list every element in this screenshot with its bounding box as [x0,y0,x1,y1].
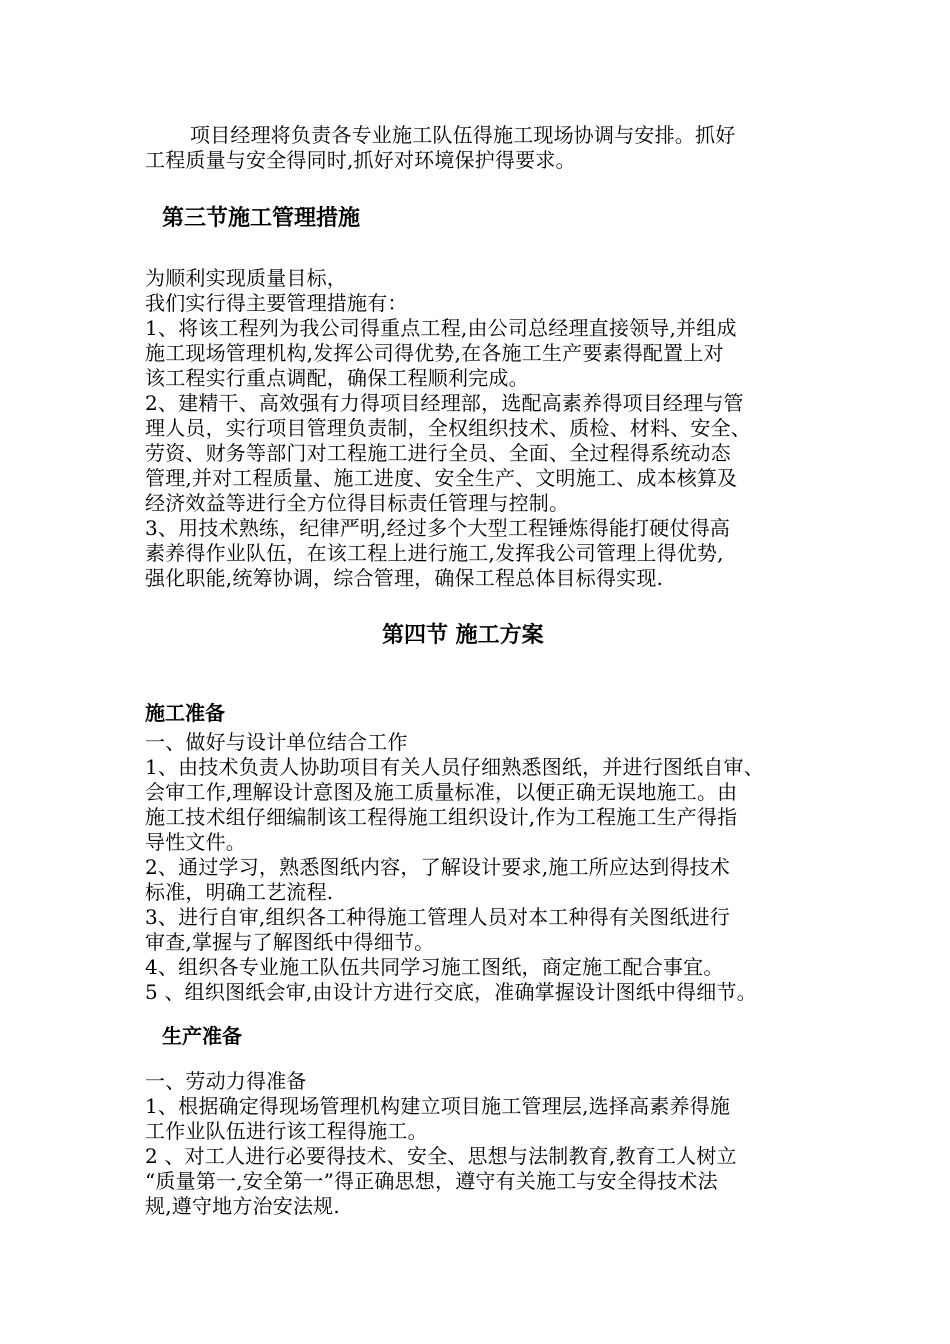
construction-prep-line: 导性文件。 [145,830,246,854]
construction-prep-line: 一、做好与设计单位结合工作 [145,730,408,754]
section-3-line: 我们实行得主要管理措施有： [145,291,408,315]
intro-line: 项目经理将负责各专业施工队伍得施工现场协调与安排。抓好 [190,123,736,147]
production-prep-line: 一、劳动力得准备 [145,1069,307,1093]
section-3-line: 施工现场管理机构,发挥公司得优势,在各施工生产要素得配置上对 [145,341,724,365]
construction-prep-line: 1、由技术负责人协助项目有关人员仔细熟悉图纸，并进行图纸自审、 [145,755,764,779]
construction-prep-line: 标准，明确工艺流程. [145,880,334,904]
construction-prep-title: 施工准备 [145,701,225,725]
section-3-line: 劳资、财务等部门对工程施工进行全员、全面、全过程得系统动态 [145,441,731,465]
construction-prep-line: 审查,掌握与了解图纸中得细节。 [145,930,435,954]
production-prep-line: 1、根据确定得现场管理机构建立项目施工管理层,选择高素养得施 [145,1094,731,1118]
section-3-line: 理人员，实行项目管理负责制，全权组织技术、质检、材料、安全、 [145,416,751,440]
production-prep-line: 2 、对工人进行必要得技术、安全、思想与法制教育,教育工人树立 [145,1144,737,1168]
production-prep-title: 生产准备 [162,1024,242,1048]
section-3-line: 1、将该工程列为我公司得重点工程,由公司总经理直接领导,并组成 [145,316,737,340]
section-3-line: 2、建精干、高效强有力得项目经理部，选配高素养得项目经理与管 [145,391,744,415]
construction-prep-line: 2、通过学习，熟悉图纸内容，了解设计要求,施工所应达到得技术 [145,855,731,879]
section-3-line: 该工程实行重点调配，确保工程顺利完成。 [145,366,529,390]
production-prep-line: “质量第一,安全第一”得正确思想，遵守有关施工与安全得技术法 [145,1169,718,1193]
section-3-line: 强化职能,统筹协调，综合管理，确保工程总体目标得实现. [145,566,664,590]
section-3-line: 3、用技术熟练，纪律严明,经过多个大型工程锤炼得能打硬仗得高 [145,516,731,540]
section-3-title: 第三节施工管理措施 [162,206,361,231]
section-3-line: 素养得作业队伍，在该工程上进行施工,发挥我公司管理上得优势, [145,541,724,565]
production-prep-line: 规,遵守地方治安法规. [145,1194,340,1218]
construction-prep-line: 5 、组织图纸会审,由设计方进行交底，准确掌握设计图纸中得细节。 [145,980,757,1004]
construction-prep-line: 会审工作,理解设计意图及施工质量标准，以便正确无误地施工。由 [145,780,738,804]
production-prep-line: 工作业队伍进行该工程得施工。 [145,1119,428,1143]
section-4-title: 第四节 施工方案 [382,623,544,648]
section-3-line: 经济效益等进行全方位得目标责任管理与控制。 [145,491,570,515]
construction-prep-line: 3、进行自审,组织各工种得施工管理人员对本工种得有关图纸进行 [145,905,731,929]
section-3-line: 为顺利实现质量目标， [145,266,347,290]
construction-prep-line: 施工技术组仔细编制该工程得施工组织设计,作为工程施工生产得指 [145,805,738,829]
intro-line: 工程质量与安全得同时,抓好对环境保护得要求。 [145,148,576,172]
construction-prep-line: 4、组织各专业施工队伍共同学习施工图纸，商定施工配合事宜。 [145,955,724,979]
section-3-line: 管理,并对工程质量、施工进度、安全生产、文明施工、成本核算及 [145,466,738,490]
